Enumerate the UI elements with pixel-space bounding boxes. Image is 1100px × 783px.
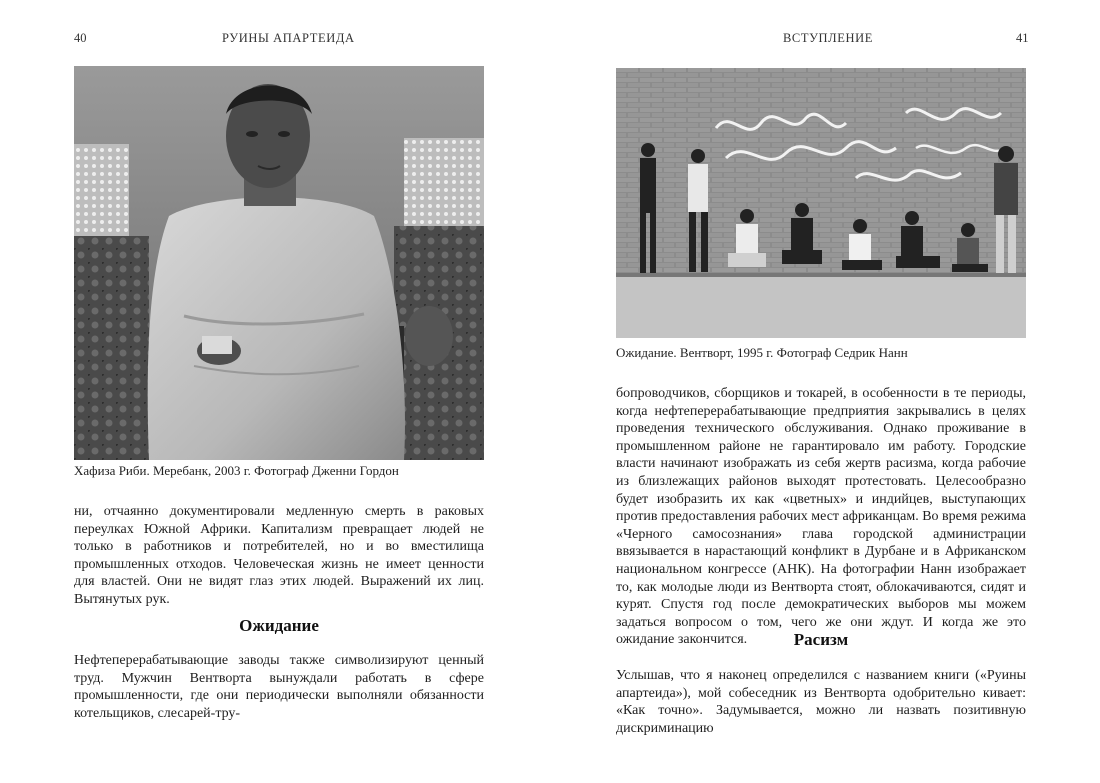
running-title-left: РУИНЫ АПАРТЕИДА — [222, 31, 355, 45]
body-text-left-2 — [74, 652, 484, 722]
paragraph: бопроводчиков, сборщиков и токарей, в особенности в те периоды, когда нефтеперерабатывающие предприятия закрывались в целях проведения технического обслуживания. Однако проживание в промышленном районе не гарантировало им работу. Городские власти начинают изображать из себя жертв расизма, когда рабочие из близлежащих районов выходят протестовать. Целесообразно будет изобразить их как «цветных» и индийцев, выступающих против предоставления рабочих мест африканцам. Во время режима «Черного самосознания» глава городской администрации ввязывается в нарастающий конфликт в Дурбане и в Африканском национальном конгрессе (АНК). На фотографии Нанн изображает то, как молодые люди из Вентворта стоят, облокачиваются, сидят и курят. Спустя год после демократических выборов мы можем задаться вопросом о том, чего же они ждут. И когда же это ожидание закончится. — [616, 386, 1027, 648]
street-photo — [616, 68, 1026, 338]
photo-caption-left: Хафиза Риби. Меребанк, 2003 г. Фотограф Дженни Гордон — [74, 463, 399, 478]
paragraph: Услышав, что я наконец определился с названием книги («Руины апартеида»), мой собеседник из Вентворта одобрительно кивает: «Как точно». Задумывается, можно ли назвать позитивную дискриминацию — [616, 668, 1026, 736]
portrait-photo — [74, 66, 484, 460]
paragraph: Нефтеперерабатывающие заводы также символизируют ценный труд. Мужчин Вентворта вынуждали работать в сфере промышленности, где они периодически выполняли обязанности котельщиков, слесарей-тру- — [74, 653, 484, 721]
body-text-right-1 — [616, 385, 1026, 649]
body-text-left-1 — [74, 503, 484, 609]
street-photo-image — [616, 68, 1026, 338]
portrait-photo-image — [74, 66, 484, 460]
paragraph: ни, отчаянно документировали медленную смерть в раковых переулках Южной Африки. Капитализм превращает людей не только в работников и потребителей, но и во вместилища промышленных отходов. Человеческая жизнь не имеет ценности для властей. Они не видят глаз этих людей. Выражений их лиц. Вытянутых рук. — [74, 504, 484, 607]
photo-caption-right: Ожидание. Вентворт, 1995 г. Фотограф Седрик Нанн — [616, 345, 908, 360]
section-heading-racism: Расизм — [793, 630, 849, 649]
page-number-left: 40 — [74, 31, 87, 45]
page-number-right: 41 — [1016, 31, 1029, 45]
running-title-right: ВСТУПЛЕНИЕ — [783, 31, 873, 45]
right-page — [550, 0, 1100, 783]
section-heading-waiting: Ожидание — [239, 616, 319, 635]
body-text-right-2 — [616, 667, 1026, 737]
